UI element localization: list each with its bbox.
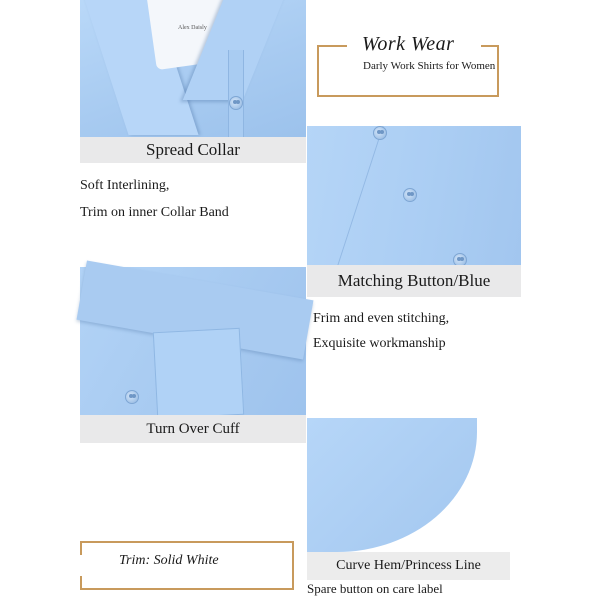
collar-desc-line2: Trim on inner Collar Band [80,205,229,220]
button-desc-line2: Exquisite workmanship [313,336,446,351]
collar-tag-label: Alex Daisly [178,25,207,31]
matching-button [403,188,417,202]
front-placket [228,50,244,140]
collar-desc-line1: Soft Interlining, [80,178,170,193]
matching-button-caption: Matching Button/Blue [307,265,521,297]
turn-over-cuff-shape [153,328,244,419]
button-desc-line1: Frim and even stitching, [313,311,450,326]
curve-hem-caption: Curve Hem/Princess Line [307,552,510,580]
matching-button [373,126,387,140]
spare-button-note: Spare button on care label [307,581,443,596]
shirt-button [229,96,243,110]
turn-over-cuff-caption: Turn Over Cuff [80,415,306,443]
work-wear-title: Work Wear [356,33,460,56]
work-wear-subtitle: Darly Work Shirts for Women [363,60,496,72]
spread-collar-caption: Spread Collar [80,137,306,163]
cuff-button [125,390,139,404]
trim-solid-white-text: Trim: Solid White [119,553,219,568]
